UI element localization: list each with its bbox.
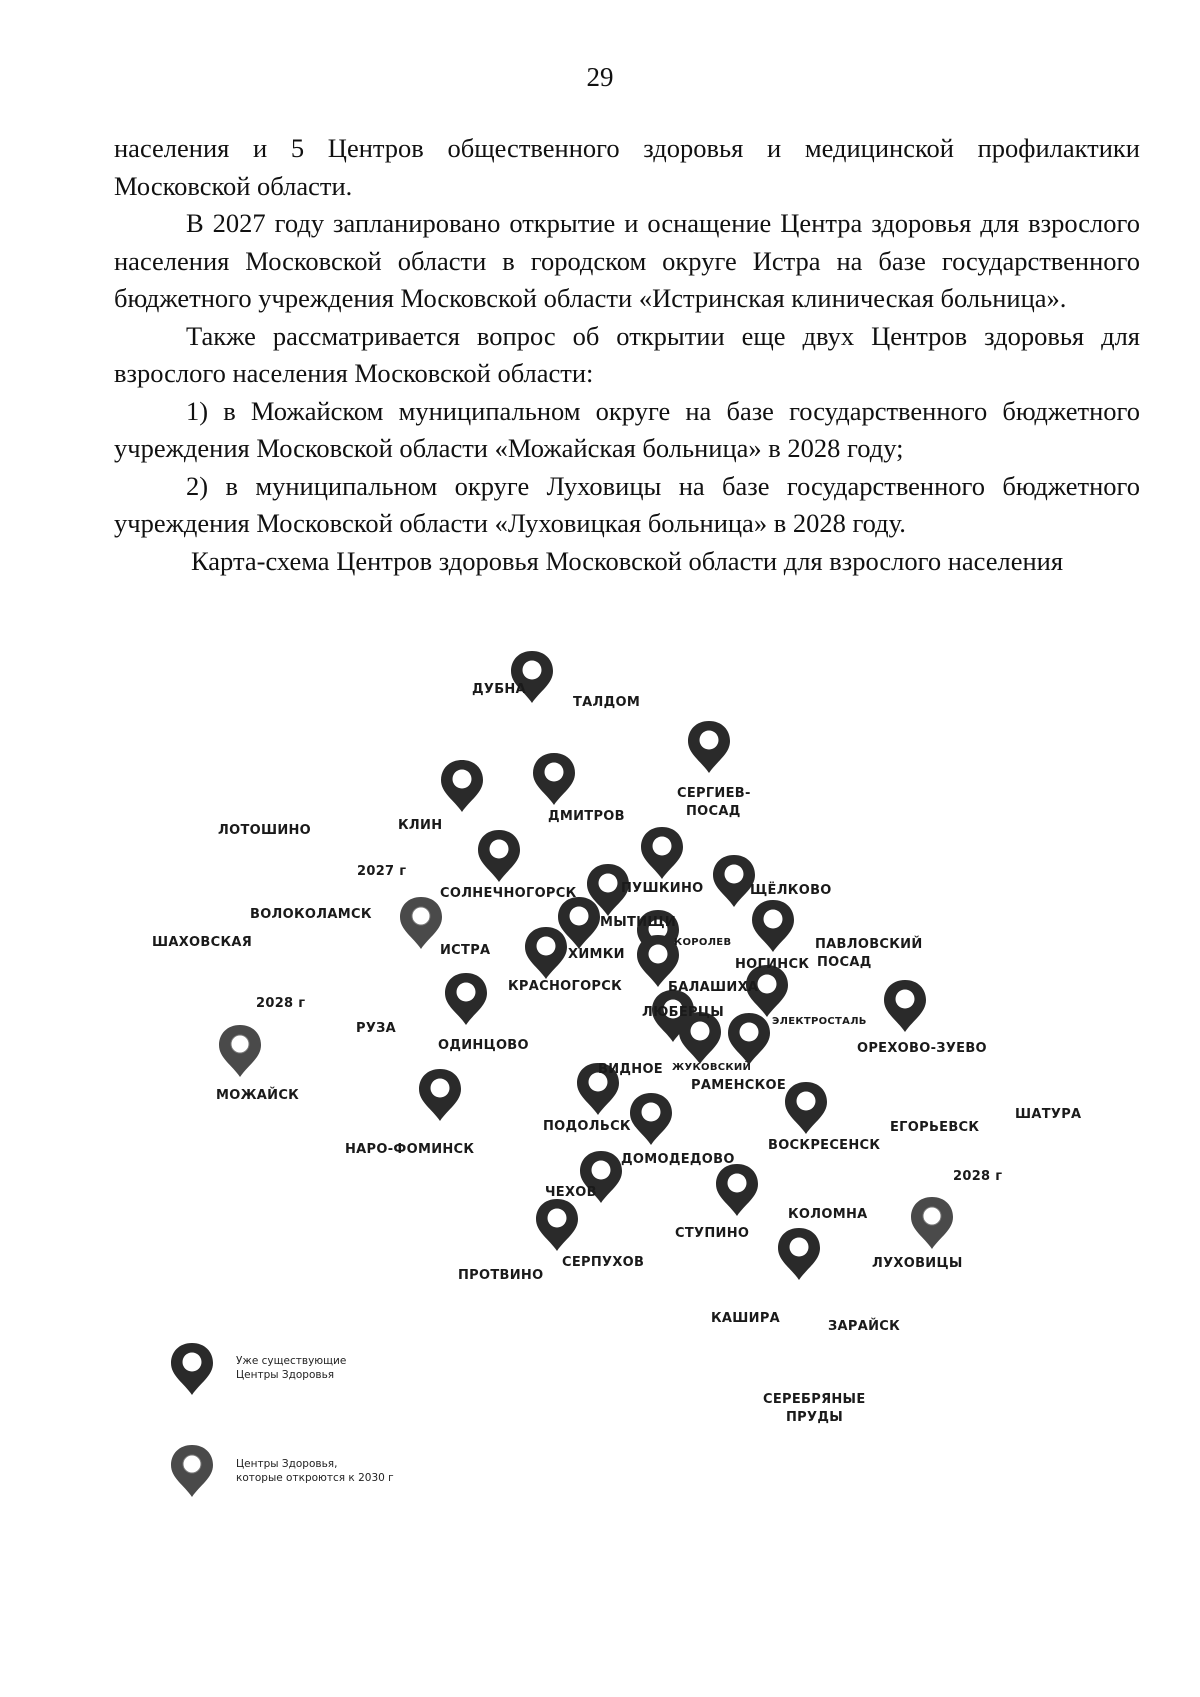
legend-planned-line-1: Центры Здоровья, [236, 1458, 338, 1470]
label-istra: ИСТРА [440, 943, 491, 958]
legend-existing-pin-icon [171, 1343, 213, 1395]
label-volokolamsk: ВОЛОКОЛАМСК [250, 907, 372, 922]
label-kashira: КАШИРА [711, 1311, 781, 1326]
label-shatura: ШАТУРА [1015, 1107, 1082, 1122]
label-serpukhov: СЕРПУХОВ [562, 1255, 645, 1270]
pin-noginsk-icon [752, 900, 794, 952]
label-serebryanye-prudy-2: ПРУДЫ [786, 1410, 843, 1425]
pin-odintsovo-icon [445, 973, 487, 1025]
label-domodedovo: ДОМОДЕДОВО [621, 1152, 735, 1167]
label-sergiev-posad-1: СЕРГИЕВ- [677, 786, 751, 801]
label-pavlovsky-posad-1: ПАВЛОВСКИЙ [815, 937, 923, 952]
pin-dmitrov-icon [533, 753, 575, 805]
pin-stupino-icon [716, 1164, 758, 1216]
label-lyubertsy: ЛЮБЕРЦЫ [642, 1005, 725, 1020]
pin-orekhovo-zuevo-icon [884, 980, 926, 1032]
pin-sergiev-posad-icon [688, 721, 730, 773]
pin-mozhaisk-planned-icon [219, 1025, 261, 1077]
label-naro-fominsk: НАРО-ФОМИНСК [345, 1142, 475, 1157]
label-shakhovskaya: ШАХОВСКАЯ [152, 935, 253, 950]
pin-podolsk-icon [630, 1093, 672, 1145]
pin-voskresensk-icon [785, 1082, 827, 1134]
label-khimki: ХИМКИ [568, 947, 625, 962]
legend-planned-pin-icon [171, 1445, 213, 1497]
label-year-2028-east: 2028 г [953, 1169, 1003, 1184]
label-pushkino: ПУШКИНО [621, 881, 704, 896]
label-mytishchi: МЫТИЩИ [600, 915, 677, 930]
label-odintsovo: ОДИНЦОВО [438, 1038, 529, 1053]
label-pavlovsky-posad-2: ПОСАД [817, 955, 872, 970]
label-elektrostal: ЭЛЕКТРОСТАЛЬ [772, 1016, 867, 1027]
label-lukhovitsy: ЛУХОВИЦЫ [872, 1256, 963, 1271]
label-krasnogorsk: КРАСНОГОРСК [508, 979, 623, 994]
label-zaraisk: ЗАРАЙСК [828, 1319, 901, 1334]
label-zhukovsky: ЖУКОВСКИЙ [672, 1062, 752, 1073]
pin-lukhovitsy-planned-icon [911, 1197, 953, 1249]
pin-kolomna-icon [778, 1228, 820, 1280]
paragraph-4: 1) в Можайском муниципальном округе на базе государственного бюджетного учреждения Московской области «Можайская больница» в 2028 году; [114, 395, 1140, 463]
label-taldom: ТАЛДОМ [573, 695, 641, 710]
label-balashikha: БАЛАШИХА [668, 980, 759, 995]
label-egorievsk: ЕГОРЬЕВСК [890, 1120, 980, 1135]
label-lotoshino: ЛОТОШИНО [218, 823, 312, 838]
label-voskresensk: ВОСКРЕСЕНСК [768, 1138, 881, 1153]
label-ruza: РУЗА [356, 1021, 397, 1036]
label-dubna: ДУБНА [472, 682, 526, 697]
label-serebryanye-prudy-1: СЕРЕБРЯНЫЕ [763, 1392, 866, 1407]
pin-pushkino-icon [641, 827, 683, 879]
legend-planned-line-2: которые откроются к 2030 г [236, 1472, 394, 1484]
pin-istra-planned-icon [400, 897, 442, 949]
label-orekhovo-zuevo: ОРЕХОВО-ЗУЕВО [857, 1041, 987, 1056]
pin-khimki-icon [525, 927, 567, 979]
paragraph-2: В 2027 году запланировано открытие и оснащение Центра здоровья для взрослого населения Московской области в городском округе Истра на базе государственного бюджетного учреждения Московской области «Истринская клиническая больница». [114, 208, 1140, 313]
label-stupino: СТУПИНО [675, 1226, 750, 1241]
map-legend [171, 1343, 394, 1497]
paragraph-3: Также рассматривается вопрос об открытии еще двух Центров здоровья для взрослого населения Московской области: [114, 320, 1140, 388]
label-year-2028-west: 2028 г [256, 996, 306, 1011]
label-vidnoe: ВИДНОЕ [598, 1062, 663, 1077]
pin-naro-fominsk-icon [419, 1069, 461, 1121]
pin-ramenskoe-icon [728, 1013, 770, 1065]
pin-shchelkovo-icon [713, 855, 755, 907]
label-solnechnogorsk: СОЛНЕЧНОГОРСК [440, 886, 577, 901]
label-ramenskoe: РАМЕНСКОЕ [691, 1078, 787, 1093]
label-noginsk: НОГИНСК [735, 957, 810, 972]
label-kolomna: КОЛОМНА [788, 1207, 868, 1222]
label-korolev: КОРОЛЕВ [674, 937, 732, 948]
label-protvino: ПРОТВИНО [458, 1268, 544, 1283]
label-shchelkovo: ЩЁЛКОВО [750, 883, 832, 898]
label-sergiev-posad-2: ПОСАД [686, 804, 741, 819]
label-chekhov: ЧЕХОВ [545, 1185, 597, 1200]
label-year-2027: 2027 г [357, 864, 407, 879]
legend-existing-line-2: Центры Здоровья [236, 1369, 335, 1381]
pin-klin-icon [441, 760, 483, 812]
paragraph-1: населения и 5 Центров общественного здоровья и медицинской профилактики Московской области. [114, 133, 1140, 201]
pin-solnechnogorsk-icon [478, 830, 520, 882]
label-klin: КЛИН [398, 818, 443, 833]
label-podolsk: ПОДОЛЬСК [543, 1119, 631, 1134]
label-dmitrov: ДМИТРОВ [548, 809, 625, 824]
legend-existing-line-1: Уже существующие [236, 1355, 347, 1367]
page-number: 29 [586, 62, 614, 92]
pin-serpukhov-icon [536, 1199, 578, 1251]
map-caption: Карта-схема Центров здоровья Московской области для взрослого населения [190, 545, 1064, 576]
paragraph-5: 2) в муниципальном округе Луховицы на базе государственного бюджетного учреждения Московской области «Луховицкая больница» в 2028 году. [114, 470, 1140, 538]
label-mozhaisk: МОЖАЙСК [216, 1088, 300, 1103]
